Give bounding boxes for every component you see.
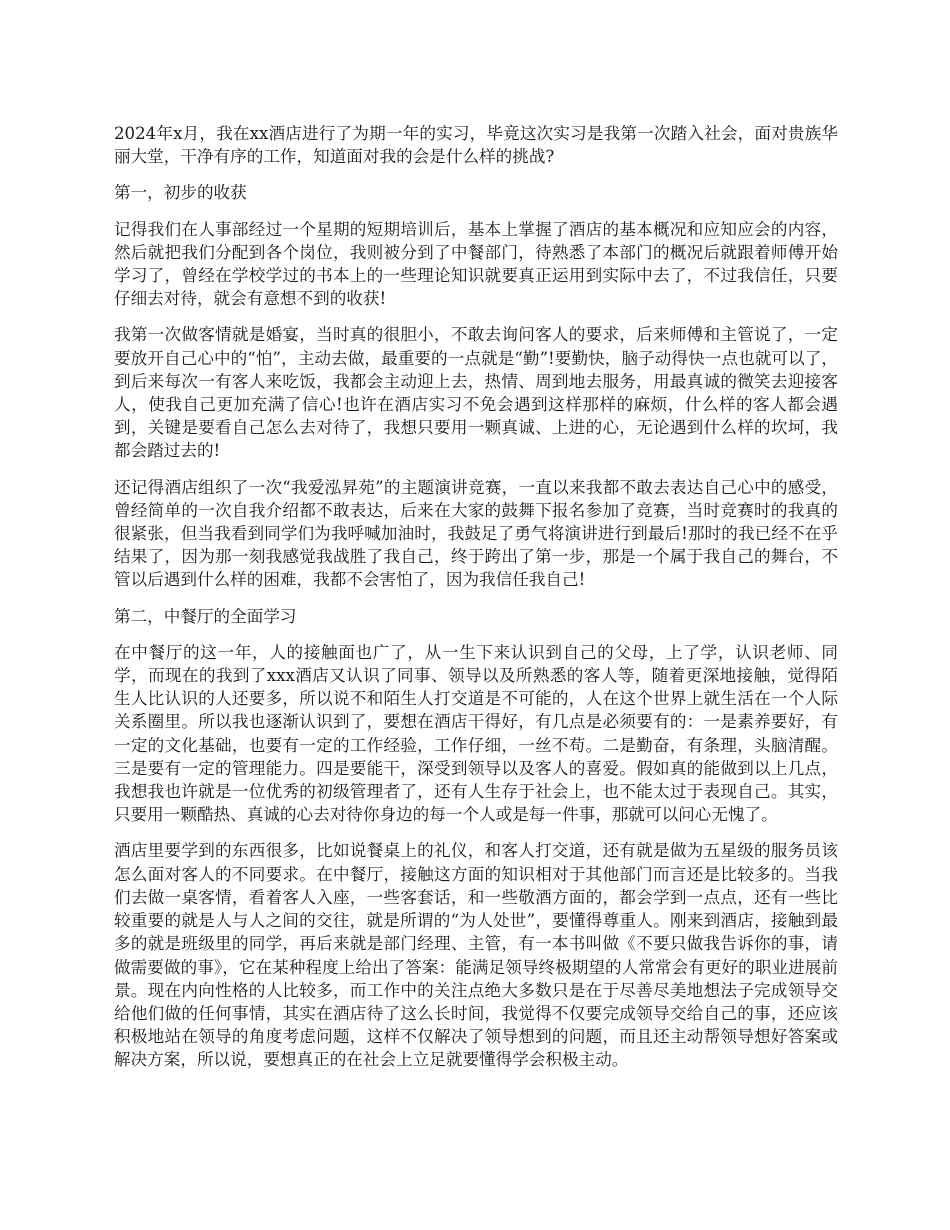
body-paragraph: 我第一次做客情就是婚宴，当时真的很胆小，不敢去询问客人的要求，后来师傅和主管说了，一定要放开自己心中的“怕”，主动去做，最重要的一点就是“勤”!要勤快，脑子动得快一点也就可以了，到后来每次一有客人来吃饭，我都会主动迎上去，热情、周到地去服务，用最真诚的微笑去迎接客人，使我自己更加充满了信心!也许在酒店实习不免会遇到这样那样的麻烦，什么样的客人都会遇到，关键是要看自己怎么去对待了，我想只要用一颗真诚、上进的心，无论遇到什么样的坎坷，我都会踏过去的! xyxy=(114,325,838,461)
body-paragraph: 在中餐厅的这一年，人的接触面也广了，从一生下来认识到自己的父母，上了学，认识老师、同学，而现在的我到了xxx酒店又认识了同事、领导以及所熟悉的客人等，随着更深地接触，觉得陌生人比认识的人还要多，所以说不和陌生人打交道是不可能的，人在这个世界上就生活在一个人际关系圈里。所以我也逐渐认识到了，要想在酒店干得好，有几点是必须要有的：一是素养要好，有一定的文化基础，也要有一定的工作经验，工作仔细，一丝不苟。二是勤奋，有条理，头脑清醒。三是要有一定的管理能力。四是要能干，深受到领导以及客人的喜爱。假如真的能做到以上几点，我想我也许就是一位优秀的初级管理者了，还有人生存于社会上，也不能太过于表现自己。其实，只要用一颗酷热、真诚的心去对待你身边的每一个人或是每一件事，那就可以问心无愧了。 xyxy=(114,642,838,825)
section-heading-second: 第二，中餐厅的全面学习 xyxy=(114,606,297,626)
section-heading-first: 第一，初步的收获 xyxy=(114,183,247,203)
body-paragraph: 记得我们在人事部经过一个星期的短期培训后，基本上掌握了酒店的基本概况和应知应会的内容，然后就把我们分配到各个岗位，我则被分到了中餐部门，待熟悉了本部门的概况后就跟着师傅开始学习了，曾经在学校学过的书本上的一些理论知识就要真正运用到实际中去了，不过我信任，只要仔细去对待，就会有意想不到的收获! xyxy=(114,219,838,309)
document-body xyxy=(114,122,838,1085)
body-paragraph: 酒店里要学到的东西很多，比如说餐桌上的礼仪，和客人打交道，还有就是做为五星级的服务员该怎么面对客人的不同要求。在中餐厅，接触这方面的知识相对于其他部门而言还是比较多的。当我们去做一桌客情，看着客人入座，一些客套话，和一些敬酒方面的，都会学到一点点，还有一些比较重要的就是人与人之间的交往，就是所谓的“为人处世”，要懂得尊重人。刚来到酒店，接触到最多的就是班级里的同学，再后来就是部门经理、主管，有一本书叫做《不要只做我告诉你的事，请做需要做的事》，它在某种程度上给出了答案：能满足领导终极期望的人常常会有更好的职业进展前景。现在内向性格的人比较多，而工作中的关注点绝大多数只是在于尽善尽美地想法子完成领导交给他们做的任何事情，其实在酒店待了这么长时间，我觉得不仅要完成领导交给自己的事，还应该积极地站在领导的角度考虑问题，这样不仅解决了领导想到的问题，而且还主动帮领导想好答案或解决方案，所以说，要想真正的在社会上立足就要懂得学会积极主动。 xyxy=(114,841,838,1070)
body-paragraph: 还记得酒店组织了一次“我爱泓昇苑”的主题演讲竞赛，一直以来我都不敢去表达自己心中的感受，曾经简单的一次自我介绍都不敢表达，后来在大家的鼓舞下报名参加了竞赛，当时竞赛时的我真的很紧张，但当我看到同学们为我呼喊加油时，我鼓足了勇气将演讲进行到最后!那时的我已经不在乎结果了，因为那一刻我感觉我战胜了我自己，终于跨出了第一步，那是一个属于我自己的舞台，不管以后遇到什么样的困难，我都不会害怕了，因为我信任我自己! xyxy=(114,477,838,590)
intro-paragraph: 2024年x月，我在xx酒店进行了为期一年的实习，毕竟这次实习是我第一次踏入社会，面对贵族华丽大堂，干净有序的工作，知道面对我的会是什么样的挑战? xyxy=(114,124,838,167)
